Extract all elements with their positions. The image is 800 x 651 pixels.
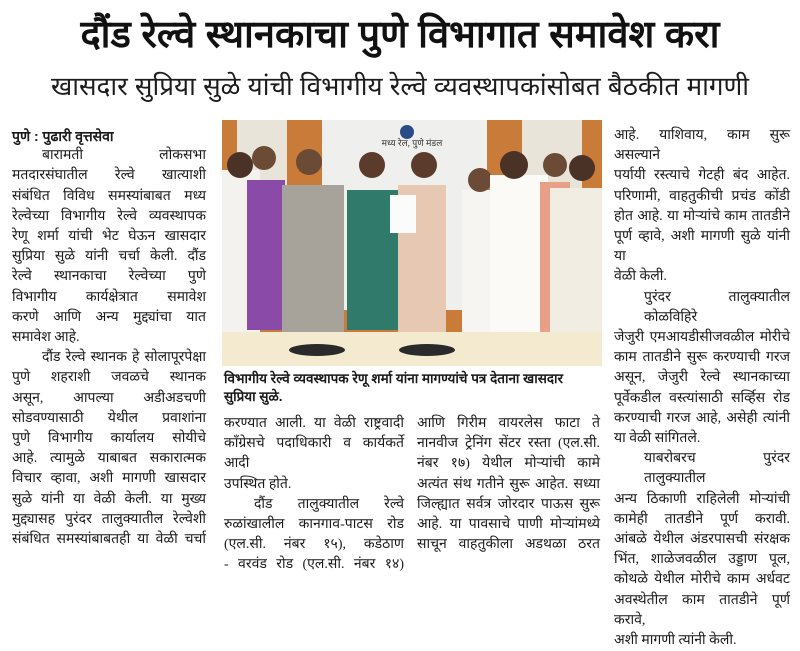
article-text-line: असून, आपल्या अडीअडचणी (12, 390, 206, 406)
article-column-mid2 (417, 414, 600, 555)
dateline: पुणे : पुढारी वृत्तसेवा (12, 128, 114, 144)
article-text-line: सुप्रिया सुळे यांनी चर्चा केली. दौंड (12, 249, 206, 265)
article-text-line: वेळी केली. (614, 269, 667, 285)
photo-caption (224, 370, 602, 406)
article-text-line: सोडवण्यासाठी येथील प्रवाशांना (12, 410, 206, 426)
article-text-line: विभागीय कार्यक्षेत्रात समावेश (12, 289, 206, 305)
letter-document (390, 195, 416, 233)
article-text-line: होत आहे. या मोऱ्यांचे काम तातडीने (614, 208, 790, 224)
microphone-icon (399, 344, 455, 356)
article-text-line: सुळे यांनी या वेळी केली. या मुख्य (12, 491, 206, 507)
article-text-line: पर्यायी रस्त्याचे गेटही बंद आहेत. (614, 168, 790, 184)
meeting-photo-illustration (222, 120, 602, 366)
article-text-line: पूर्ण व्हावे, अशी मागणी सुळे यांनी या (614, 229, 790, 265)
article-text-line: पूर्वेकडील वस्त्यांसाठी सर्व्हिस रोड (614, 390, 790, 406)
article-text-line: असून, जेजुरी रेल्वे स्थानकाच्या (614, 370, 790, 386)
article-text-line: आंबळे येथील अंडरपासची संरक्षक (614, 532, 790, 548)
article-text-line: अन्य ठिकाणी राहिलेली मोऱ्यांची (614, 491, 790, 507)
article-text-line: करण्यात आली. या वेळी राष्ट्रवादी (224, 416, 404, 431)
article-text-line: काँग्रेसचे पदाधिकारी व कार्यकर्ते आदी (224, 436, 404, 472)
article-text-line: (एल.सी. नंबर १५), कडेठाण (224, 537, 404, 553)
article-text-line: रेल्वे स्थानकाचा रेल्वेच्या पुणे (12, 269, 206, 285)
article-text-line: आहे. त्यामुळे याबाबत सकारात्मक (12, 451, 206, 467)
caption-line: विभागीय रेल्वे व्यवस्थापक रेणू शर्मा यांना मागण्यांचे पत्र देताना खासदार (224, 371, 564, 386)
article-text-line: जेजुरी एमआयडीसीजवळील मोरीचे (614, 330, 790, 346)
article-column-left (12, 126, 206, 550)
article-text-line: पुरंदर तालुक्यातील कोळविहिरे (644, 289, 790, 325)
article-text-line: करण्याची गरज आहे, असेही त्यांनी (614, 410, 790, 426)
caption-line: सुप्रिया सुळे. (224, 389, 283, 404)
article-text-line: अशी मागणी त्यांनी केली. (614, 633, 737, 649)
article-text-line: मुद्द्यासह पुरंदर तालुक्यातील रेल्वेशी (12, 511, 206, 527)
article-text-line: करणे आणि अन्य मुद्द्यांचा यात (12, 309, 206, 325)
article-text-line: साचून वाहतुकीला अडथळा ठरत (417, 537, 600, 553)
article-text-line: रुळांखालील कानगाव-पाटस रोड (224, 517, 404, 533)
article-text-line: संबंधित समस्यांबाबतही या वेळी चर्चा (12, 532, 206, 548)
article-text-line: आहे. याशिवाय, काम सुरू असल्याने (614, 128, 790, 164)
article-text-line: नंबर १७) येथील मोऱ्यांची कामे (417, 456, 600, 472)
article-text-line: आहे. या पावसाचे पाणी मोऱ्यांमध्ये (417, 517, 600, 533)
article-text-line: याबरोबरच पुरंदर तालुक्यातील (644, 451, 790, 487)
article-text-line: समावेश आहे. (12, 330, 80, 346)
news-photo (222, 120, 602, 366)
photo-banner-text: मध्य रेल, पुणे मंडल (381, 138, 443, 148)
subheadline: खासदार सुप्रिया सुळे यांची विभागीय रेल्वे व्यवस्थापकांसोबत बैठकीत मागणी (50, 71, 750, 101)
article-text-line: दौंड रेल्वे स्थानक हे सोलापूरपेक्षा (42, 350, 206, 366)
article-text-line: अत्यंत संथ गतीने सुरू आहेत. सध्या (417, 476, 600, 492)
article-text-line: पुणे शहराशी जवळचे स्थानक (12, 370, 206, 386)
article-text-line: संबंधित विविध समस्यांबाबत मध्य (12, 188, 206, 204)
article-text-line: मतदारसंघातील रेल्वे खात्याशी (12, 168, 206, 184)
article-column-mid1 (224, 414, 404, 576)
article-text-line: रेणू शर्मा यांची भेट घेऊन खासदार (12, 229, 206, 245)
article-text-line: भिंत, शाळेजवळील उड्डाण पूल, (614, 552, 790, 568)
article-text-line: रेल्वेच्या विभागीय रेल्वे व्यवस्थापक (12, 208, 206, 224)
article-text-line: दौंड तालुक्यातील रेल्वे (254, 496, 404, 512)
article-column-right (614, 126, 790, 651)
article-text-line: या वेळी सांगितले. (614, 431, 701, 447)
article-text-line: बारामती लोकसभा (42, 148, 206, 164)
article-text-line: कोथळे येथील मोरीचे काम अर्धवट (614, 572, 790, 588)
article-text-line: उपस्थित होते. (224, 476, 292, 492)
article-text-line: अवस्थेतील काम तातडीने पूर्ण करावे, (614, 592, 790, 628)
article-text-line: नानवीज ट्रेनिंग सेंटर रस्ता (एल.सी. (417, 436, 600, 452)
article-text-line: विचार व्हावा, अशी मागणी खासदार (12, 471, 206, 487)
article-text-line: पुणे विभागीय कार्यालय सोयीचे (12, 431, 206, 447)
article-text-line: काम तातडीने सुरू करण्याची गरज (614, 350, 790, 366)
microphone-icon (289, 344, 345, 356)
article-text-line: आणि गिरीम वायरलेस फाटा ते (417, 416, 600, 431)
article-text-line: परिणामी, वाहतुकीची प्रचंड कोंडी (614, 188, 790, 204)
article-text-line: कामेही तातडीने पूर्ण करावी. (614, 511, 790, 527)
article-text-line: जिल्ह्यात सर्वत्र जोरदार पाऊस सुरू (417, 496, 600, 512)
article-text-line: - वरवंड रोड (एल.सी. नंबर १४) (224, 557, 404, 573)
headline: दौंड रेल्वे स्थानकाचा पुणे विभागात समावेश करा (80, 14, 720, 56)
